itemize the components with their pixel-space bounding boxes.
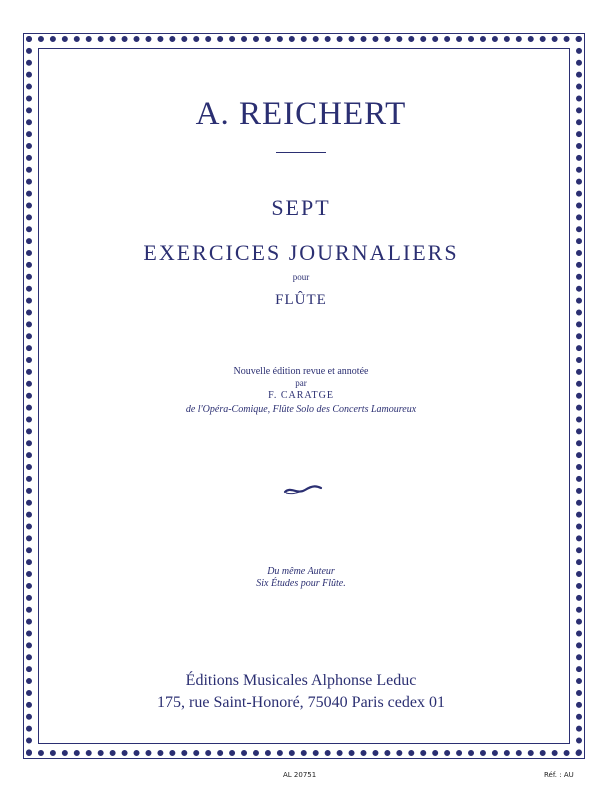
edition-line: Nouvelle édition revue et annotée	[233, 366, 369, 377]
editor-name: F. CARATGE	[268, 390, 334, 401]
same-author-heading: Du même Auteur	[267, 566, 335, 577]
title-rule	[276, 152, 326, 153]
editor-affiliation: de l'Opéra-Comique, Flûte Solo des Concerts Lamoureux	[185, 404, 417, 415]
composer-name: A. REICHERT	[195, 96, 407, 132]
title-line-2: EXERCICES JOURNALIERS	[143, 240, 459, 265]
title-pour: pour	[292, 272, 310, 282]
publisher-name: Éditions Musicales Alphonse Leduc	[185, 672, 417, 689]
same-author-work: Six Études pour Flûte.	[256, 578, 346, 589]
instrument: FLÛTE	[275, 292, 327, 308]
catalog-code: AL 20751	[283, 771, 317, 779]
publisher-address: 175, rue Saint-Honoré, 75040 Paris cedex 01	[157, 694, 445, 711]
flourish-ornament-icon	[283, 483, 323, 497]
title-line-1: SEPT	[271, 195, 331, 220]
reference-code: Réf. : AU	[544, 771, 574, 779]
edition-par: par	[295, 378, 307, 388]
